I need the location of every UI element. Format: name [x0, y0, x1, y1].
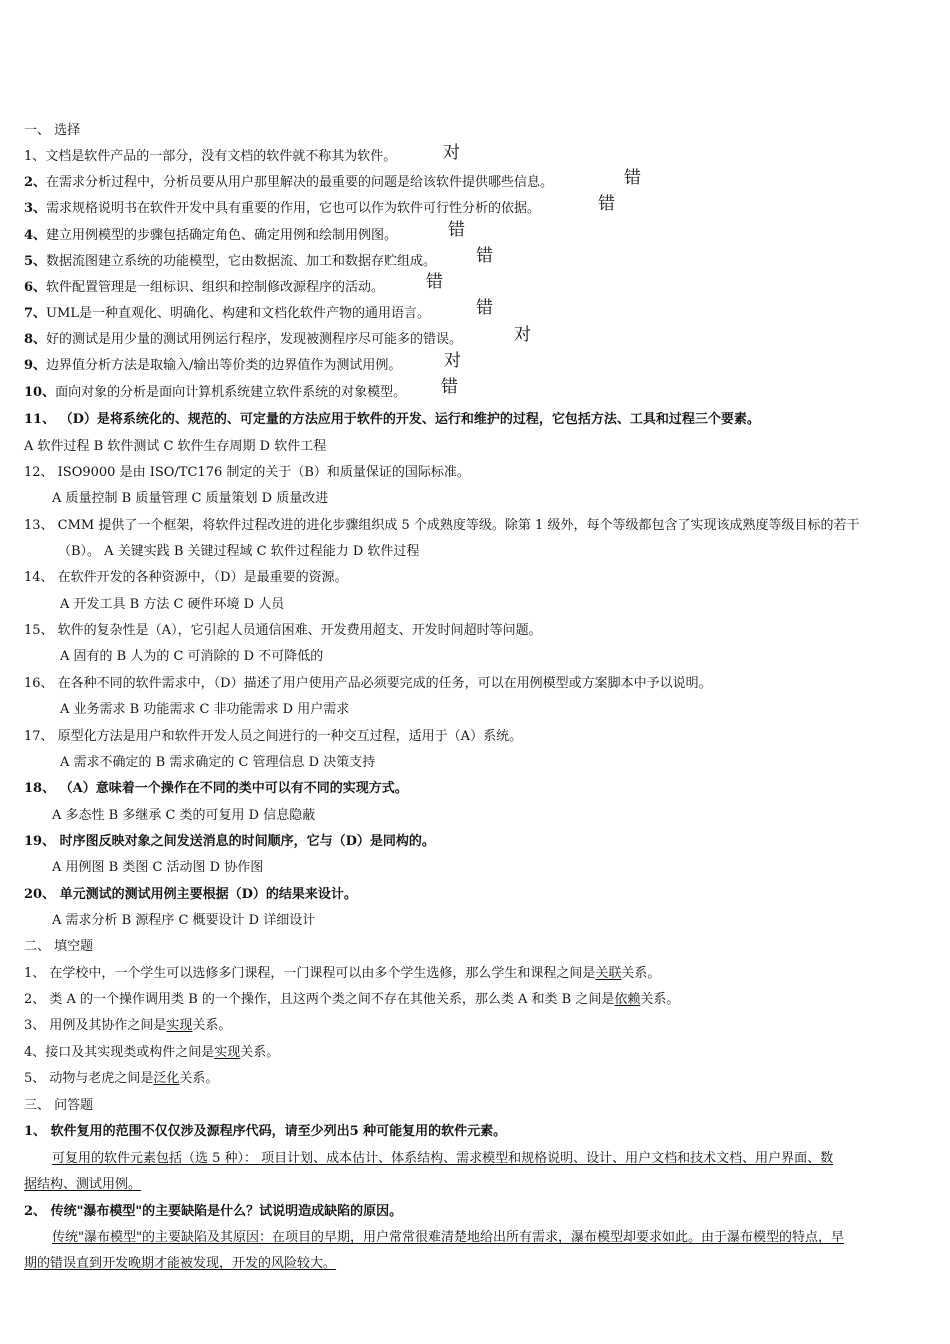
- mc-options-14: A 开发工具 B 方法 C 硬件环境 D 人员: [60, 597, 285, 612]
- fill-answer: 实现: [166, 1018, 193, 1033]
- tf-num: 9、: [24, 358, 47, 373]
- tf-text: 建立用例模型的步骤包括确定角色、确定用例和绘制用例图。: [46, 228, 398, 243]
- tf-text: UML是一种直观化、明确化、构建和文档化软件产物的通用语言。: [46, 306, 430, 321]
- tf-text: 文档是软件产品的一部分，没有文档的软件就不称其为软件。: [45, 149, 397, 164]
- tf-item-8: [24, 330, 462, 350]
- mc-options-20: A 需求分析 B 源程序 C 概要设计 D 详细设计: [52, 913, 316, 928]
- mc-question-12: 12、 ISO9000 是由 ISO/TC176 制定的关于（B）和质量保证的国际标准。: [24, 465, 470, 480]
- tf-text: 边界值分析方法是取输入/输出等价类的边界值作为测试用例。: [46, 358, 402, 373]
- fill-text: 关系。: [192, 1018, 232, 1033]
- mc-question-13: 13、 CMM 提供了一个框架，将软件过程改进的进化步骤组织成 5 个成熟度等级。除第 1 级外，每个等级都包含了实现该成熟度等级目标的若干: [24, 518, 860, 533]
- qa-answer-1-line-1: [52, 1149, 833, 1169]
- qa-answer-2-line-2: [24, 1254, 336, 1274]
- fill-item-1: [24, 964, 660, 984]
- fill-answer: 依赖: [614, 992, 641, 1007]
- mc-options-18: A 多态性 B 多继承 C 类的可复用 D 信息隐蔽: [52, 808, 316, 823]
- mc-question-15: 15、 软件的复杂性是（A），它引起人员通信困难、开发费用超支、开发时间超时等问题。: [24, 623, 542, 638]
- tf-num: 4、: [24, 228, 47, 243]
- fill-item-4: [24, 1043, 279, 1063]
- tf-text: 在需求分析过程中，分析员要从用户那里解决的最重要的问题是给该软件提供哪些信息。: [46, 175, 554, 190]
- mc-question-14: 14、 在软件开发的各种资源中，（D）是最重要的资源。: [24, 570, 348, 585]
- tf-answer-7: 错: [476, 298, 493, 318]
- fill-text: 2、 类 A 的一个操作调用类 B 的一个操作，且这两个类之间不存在其他关系，那么类 A 和类 B 之间是: [24, 992, 615, 1007]
- qa-answer-text: 期的错误直到开发晚期才能被发现，开发的风险较大。: [24, 1256, 337, 1271]
- tf-item-7: [24, 304, 430, 324]
- section-heading-qa: 三、 问答题: [24, 1098, 94, 1113]
- mc-question-16: 16、 在各种不同的软件需求中，（D）描述了用户使用产品必须要完成的任务，可以在用例模型或方案脚本中予以说明。: [24, 676, 712, 691]
- tf-num: 7、: [24, 306, 47, 321]
- fill-text: 关系。: [179, 1071, 219, 1086]
- tf-answer-10: 错: [441, 377, 458, 397]
- tf-item-1: [24, 147, 396, 167]
- mc-options-15: A 固有的 B 人为的 C 可消除的 D 不可降低的: [60, 649, 324, 664]
- tf-answer-8: 对: [514, 325, 531, 345]
- mc-question-20: 20、 单元测试的测试用例主要根据（D）的结果来设计。: [24, 887, 357, 902]
- section-heading-choice: 一、 选择: [24, 123, 81, 138]
- tf-item-4: [24, 226, 397, 246]
- tf-answer-6: 错: [426, 272, 443, 292]
- tf-item-6: [24, 278, 384, 298]
- tf-answer-9: 对: [444, 351, 461, 371]
- fill-text: 关系。: [240, 1045, 280, 1060]
- fill-answer: 实现: [214, 1045, 241, 1060]
- mc-options-16: A 业务需求 B 功能需求 C 非功能需求 D 用户需求: [60, 702, 350, 717]
- qa-answer-text: 据结构、测试用例。: [24, 1177, 142, 1192]
- qa-answer-1-line-2: [24, 1175, 141, 1195]
- tf-item-3: [24, 199, 540, 219]
- mc-options-11: A 软件过程 B 软件测试 C 软件生存周期 D 软件工程: [24, 439, 327, 454]
- tf-item-2: [24, 173, 553, 193]
- fill-item-3: [24, 1016, 231, 1036]
- qa-answer-text: 可复用的软件元素包括（选 5 种）： 项目计划、成本估计、体系结构、需求模型和规格说明、设计、用户文档和技术文档、用户界面、数: [52, 1151, 834, 1166]
- tf-answer-4: 错: [448, 220, 465, 240]
- tf-answer-1: 对: [443, 143, 460, 163]
- tf-num: 3、: [24, 201, 47, 216]
- fill-answer: 关联: [595, 966, 622, 981]
- mc-question-19: 19、 时序图反映对象之间发送消息的时间顺序，它与（D）是同构的。: [24, 834, 435, 849]
- tf-item-5: [24, 252, 436, 272]
- fill-text: 关系。: [640, 992, 680, 1007]
- mc-question-11: 11、 （D）是将系统化的、规范的、可定量的方法应用于软件的开发、运行和维护的过程，它包括方法、工具和过程三个要素。: [24, 412, 760, 427]
- mc-question-18: 18、 （A）意味着一个操作在不同的类中可以有不同的实现方式。: [24, 781, 408, 796]
- qa-answer-text: 传统"瀑布模型"的主要缺陷及其原因：在项目的早期，用户常常很难清楚地给出所有需求，瀑布模型却要求如此。由于瀑布模型的特点，早: [52, 1230, 844, 1245]
- fill-text: 5、 动物与老虎之间是: [24, 1071, 154, 1086]
- tf-answer-2: 错: [624, 168, 641, 188]
- mc-options-17: A 需求不确定的 B 需求确定的 C 管理信息 D 决策支持: [60, 755, 376, 770]
- qa-question-2: 2、 传统"瀑布模型"的主要缺陷是什么？试说明造成缺陷的原因。: [24, 1204, 403, 1219]
- mc-options-19: A 用例图 B 类图 C 活动图 D 协作图: [52, 860, 264, 875]
- mc-options-12: A 质量控制 B 质量管理 C 质量策划 D 质量改进: [52, 491, 329, 506]
- tf-text: 好的测试是用少量的测试用例运行程序，发现被测程序尽可能多的错误。: [46, 332, 463, 347]
- section-heading-fill: 二、 填空题: [24, 939, 94, 954]
- tf-answer-5: 错: [476, 246, 493, 266]
- tf-num: 10、: [24, 385, 56, 400]
- fill-item-5: [24, 1069, 218, 1089]
- qa-question-1: 1、 软件复用的范围不仅仅涉及源程序代码，请至少列出5 种可能复用的软件元素。: [24, 1124, 507, 1139]
- tf-text: 面向对象的分析是面向计算机系统建立软件系统的对象模型。: [55, 385, 407, 400]
- tf-num: 1、: [24, 149, 46, 164]
- fill-item-2: [24, 990, 679, 1010]
- tf-item-10: [24, 383, 406, 403]
- tf-num: 6、: [24, 280, 47, 295]
- tf-text: 数据流图建立系统的功能模型，它由数据流、加工和数据存贮组成。: [46, 254, 437, 269]
- qa-answer-2-line-1: [52, 1228, 844, 1248]
- tf-text: 需求规格说明书在软件开发中具有重要的作用，它也可以作为软件可行性分析的依据。: [46, 201, 541, 216]
- mc-question-13-cont: （B）。 A 关键实践 B 关键过程域 C 软件过程能力 D 软件过程: [58, 544, 420, 559]
- tf-num: 2、: [24, 175, 47, 190]
- fill-text: 4、接口及其实现类或构件之间是: [24, 1045, 215, 1060]
- mc-question-17: 17、 原型化方法是用户和软件开发人员之间进行的一种交互过程，适用于（A）系统。: [24, 729, 523, 744]
- tf-num: 5、: [24, 254, 47, 269]
- fill-text: 1、 在学校中，一个学生可以选修多门课程，一门课程可以由多个学生选修，那么学生和课程之间是: [24, 966, 596, 981]
- tf-text: 软件配置管理是一组标识、组织和控制修改源程序的活动。: [46, 280, 385, 295]
- tf-answer-3: 错: [598, 194, 615, 214]
- tf-num: 8、: [24, 332, 47, 347]
- tf-item-9: [24, 356, 401, 376]
- fill-text: 3、 用例及其协作之间是: [24, 1018, 167, 1033]
- fill-answer: 泛化: [153, 1071, 180, 1086]
- fill-text: 关系。: [621, 966, 661, 981]
